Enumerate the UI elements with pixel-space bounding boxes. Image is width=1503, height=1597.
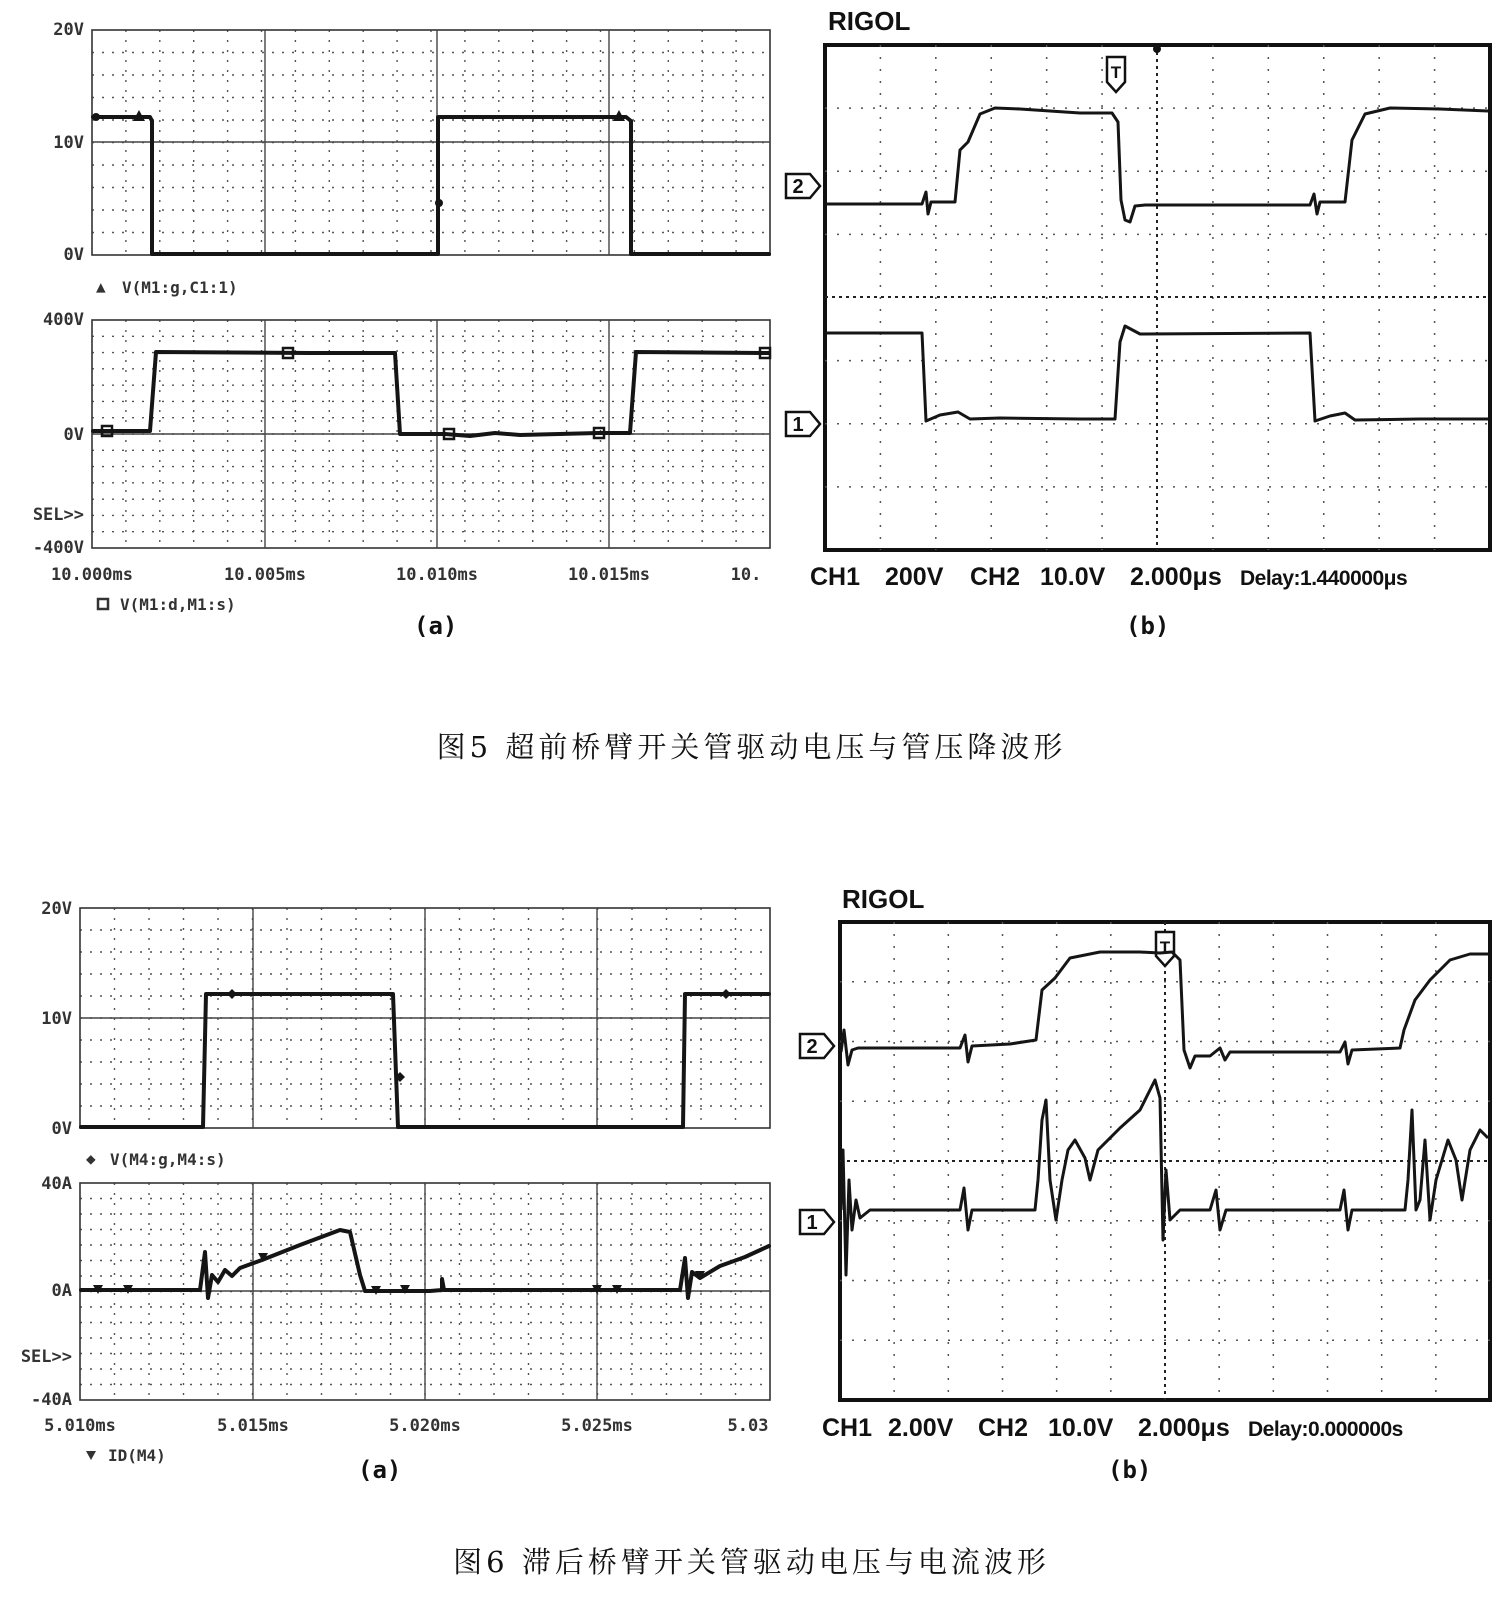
fig5-sim-bottom-ytick-400v: 400V bbox=[43, 310, 84, 330]
diamond-marker-icon bbox=[721, 989, 731, 999]
svg-text:2: 2 bbox=[792, 176, 804, 198]
svg-text:T: T bbox=[1159, 938, 1171, 957]
ch2-marker-icon bbox=[786, 174, 820, 198]
fig6-sim-top-ytick-0v: 0V bbox=[51, 1119, 72, 1139]
fig6-scope-label: (b) bbox=[1108, 1456, 1152, 1484]
diamond-marker-icon bbox=[227, 989, 237, 999]
square-marker-icon bbox=[98, 599, 108, 609]
fig5-sim-xtick-1: 10.005ms bbox=[224, 565, 306, 585]
circle-marker-icon bbox=[92, 113, 100, 121]
fig6-sim-top-ytick-10v: 10V bbox=[41, 1009, 72, 1029]
svg-text:◆: ◆ bbox=[86, 1149, 96, 1168]
svg-text:T: T bbox=[1110, 63, 1122, 82]
fig5-sim-top-ytick-20v: 20V bbox=[53, 20, 84, 40]
ch1-marker-icon bbox=[786, 412, 820, 436]
fig5-sim-bottom-ytick-0v: 0V bbox=[63, 425, 84, 445]
fig6-scope-panel bbox=[780, 880, 1500, 1480]
fig5-scope-ch2-scale: 10.0V bbox=[1040, 563, 1106, 591]
circle-marker-icon bbox=[435, 199, 443, 207]
fig6-sim-top-plot bbox=[41, 899, 770, 1139]
svg-text:1: 1 bbox=[792, 414, 804, 436]
fig6-sim-bottom-legend: ID(M4) bbox=[108, 1446, 166, 1465]
fig6-sim-bottom-ytick-sel: SEL>> bbox=[20, 1347, 72, 1367]
fig6-sim-xtick-3: 5.025ms bbox=[561, 1416, 633, 1436]
fig6-sim-xtick-0: 5.010ms bbox=[44, 1416, 116, 1436]
fig5-sim-top-legend: V(M1:g,C1:1) bbox=[122, 278, 238, 297]
fig6-sim-xtick-4: 5.03 bbox=[727, 1416, 769, 1436]
fig6-sim-xtick-1: 5.015ms bbox=[217, 1416, 289, 1436]
fig5-sim-bottom-ytick-neg400v: -400V bbox=[32, 538, 84, 558]
inverted-triangle-marker-icon bbox=[86, 1451, 96, 1460]
fig5-scope-timebase: 2.000μs bbox=[1130, 563, 1222, 591]
svg-text:▲: ▲ bbox=[96, 277, 106, 296]
fig5-sim-xtick-4: 10. bbox=[730, 565, 762, 585]
fig5-sim-xtick-0: 10.000ms bbox=[51, 565, 133, 585]
fig6-scope-timebase: 2.000μs bbox=[1138, 1414, 1230, 1442]
fig6-scope-brand: RIGOL bbox=[842, 884, 925, 914]
fig5-sim-top-plot bbox=[53, 20, 770, 265]
fig6-sim-top-ytick-20v: 20V bbox=[41, 899, 72, 919]
fig5-scope-ch2: CH2 bbox=[970, 563, 1021, 591]
fig5-scope-brand: RIGOL bbox=[828, 6, 911, 36]
fig6-sim-top-legend: V(M4:g,M4:s) bbox=[110, 1150, 226, 1169]
fig6-sim-bottom-ytick-neg40a: -40A bbox=[31, 1390, 72, 1410]
fig5-sim-top-ytick-0v: 0V bbox=[63, 245, 84, 265]
fig6-sim-bottom-plot bbox=[21, 1174, 770, 1410]
fig5-sim-panel bbox=[0, 0, 780, 660]
fig6-scope-ch1-scale: 2.00V bbox=[888, 1414, 954, 1442]
fig5-caption: 图5 超前桥臂开关管驱动电压与管压降波形 bbox=[436, 730, 1067, 764]
fig6-sim-xtick-2: 5.020ms bbox=[389, 1416, 461, 1436]
fig5-sim-top-ytick-10v: 10V bbox=[53, 133, 84, 153]
ch1-marker-icon bbox=[800, 1210, 834, 1234]
fig5-sim-bottom-ytick-sel: SEL>> bbox=[32, 505, 84, 525]
fig5-sim-xtick-3: 10.015ms bbox=[568, 565, 650, 585]
fig5-scope-delay: Delay:1.440000μs bbox=[1240, 567, 1408, 590]
fig5-scope-panel bbox=[780, 0, 1500, 660]
fig6-caption: 图6 滞后桥臂开关管驱动电压与电流波形 bbox=[453, 1545, 1050, 1579]
fig6-sim-label: (a) bbox=[358, 1456, 402, 1484]
fig6-sim-bottom-ytick-0a: 0A bbox=[51, 1281, 72, 1301]
fig6-scope-ch2: CH2 bbox=[978, 1414, 1029, 1442]
fig5-gate-voltage-trace bbox=[93, 117, 769, 254]
fig5-sim-bottom-legend: V(M1:d,M1:s) bbox=[120, 595, 236, 614]
fig6-scope-delay: Delay:0.000000s bbox=[1248, 1418, 1403, 1441]
fig6-scope-ch2-scale: 10.0V bbox=[1048, 1414, 1114, 1442]
fig5-sim-label: (a) bbox=[414, 612, 458, 640]
fig5-scope-ch1: CH1 bbox=[810, 563, 861, 591]
fig5-drain-source-voltage-trace bbox=[93, 352, 769, 436]
fig6-sim-bottom-ytick-40a: 40A bbox=[41, 1174, 72, 1194]
fig5-sim-xtick-2: 10.010ms bbox=[396, 565, 478, 585]
ch2-marker-icon bbox=[800, 1034, 834, 1058]
fig6-sim-panel bbox=[0, 880, 780, 1480]
svg-text:2: 2 bbox=[806, 1036, 818, 1058]
svg-text:1: 1 bbox=[806, 1212, 818, 1234]
fig5-scope-ch1-scale: 200V bbox=[885, 563, 944, 591]
fig5-sim-bottom-plot bbox=[33, 310, 770, 558]
fig5-scope-label: (b) bbox=[1126, 612, 1170, 640]
fig6-scope-ch1-label: CH1 bbox=[822, 1414, 873, 1442]
trigger-marker-icon bbox=[1107, 57, 1125, 92]
